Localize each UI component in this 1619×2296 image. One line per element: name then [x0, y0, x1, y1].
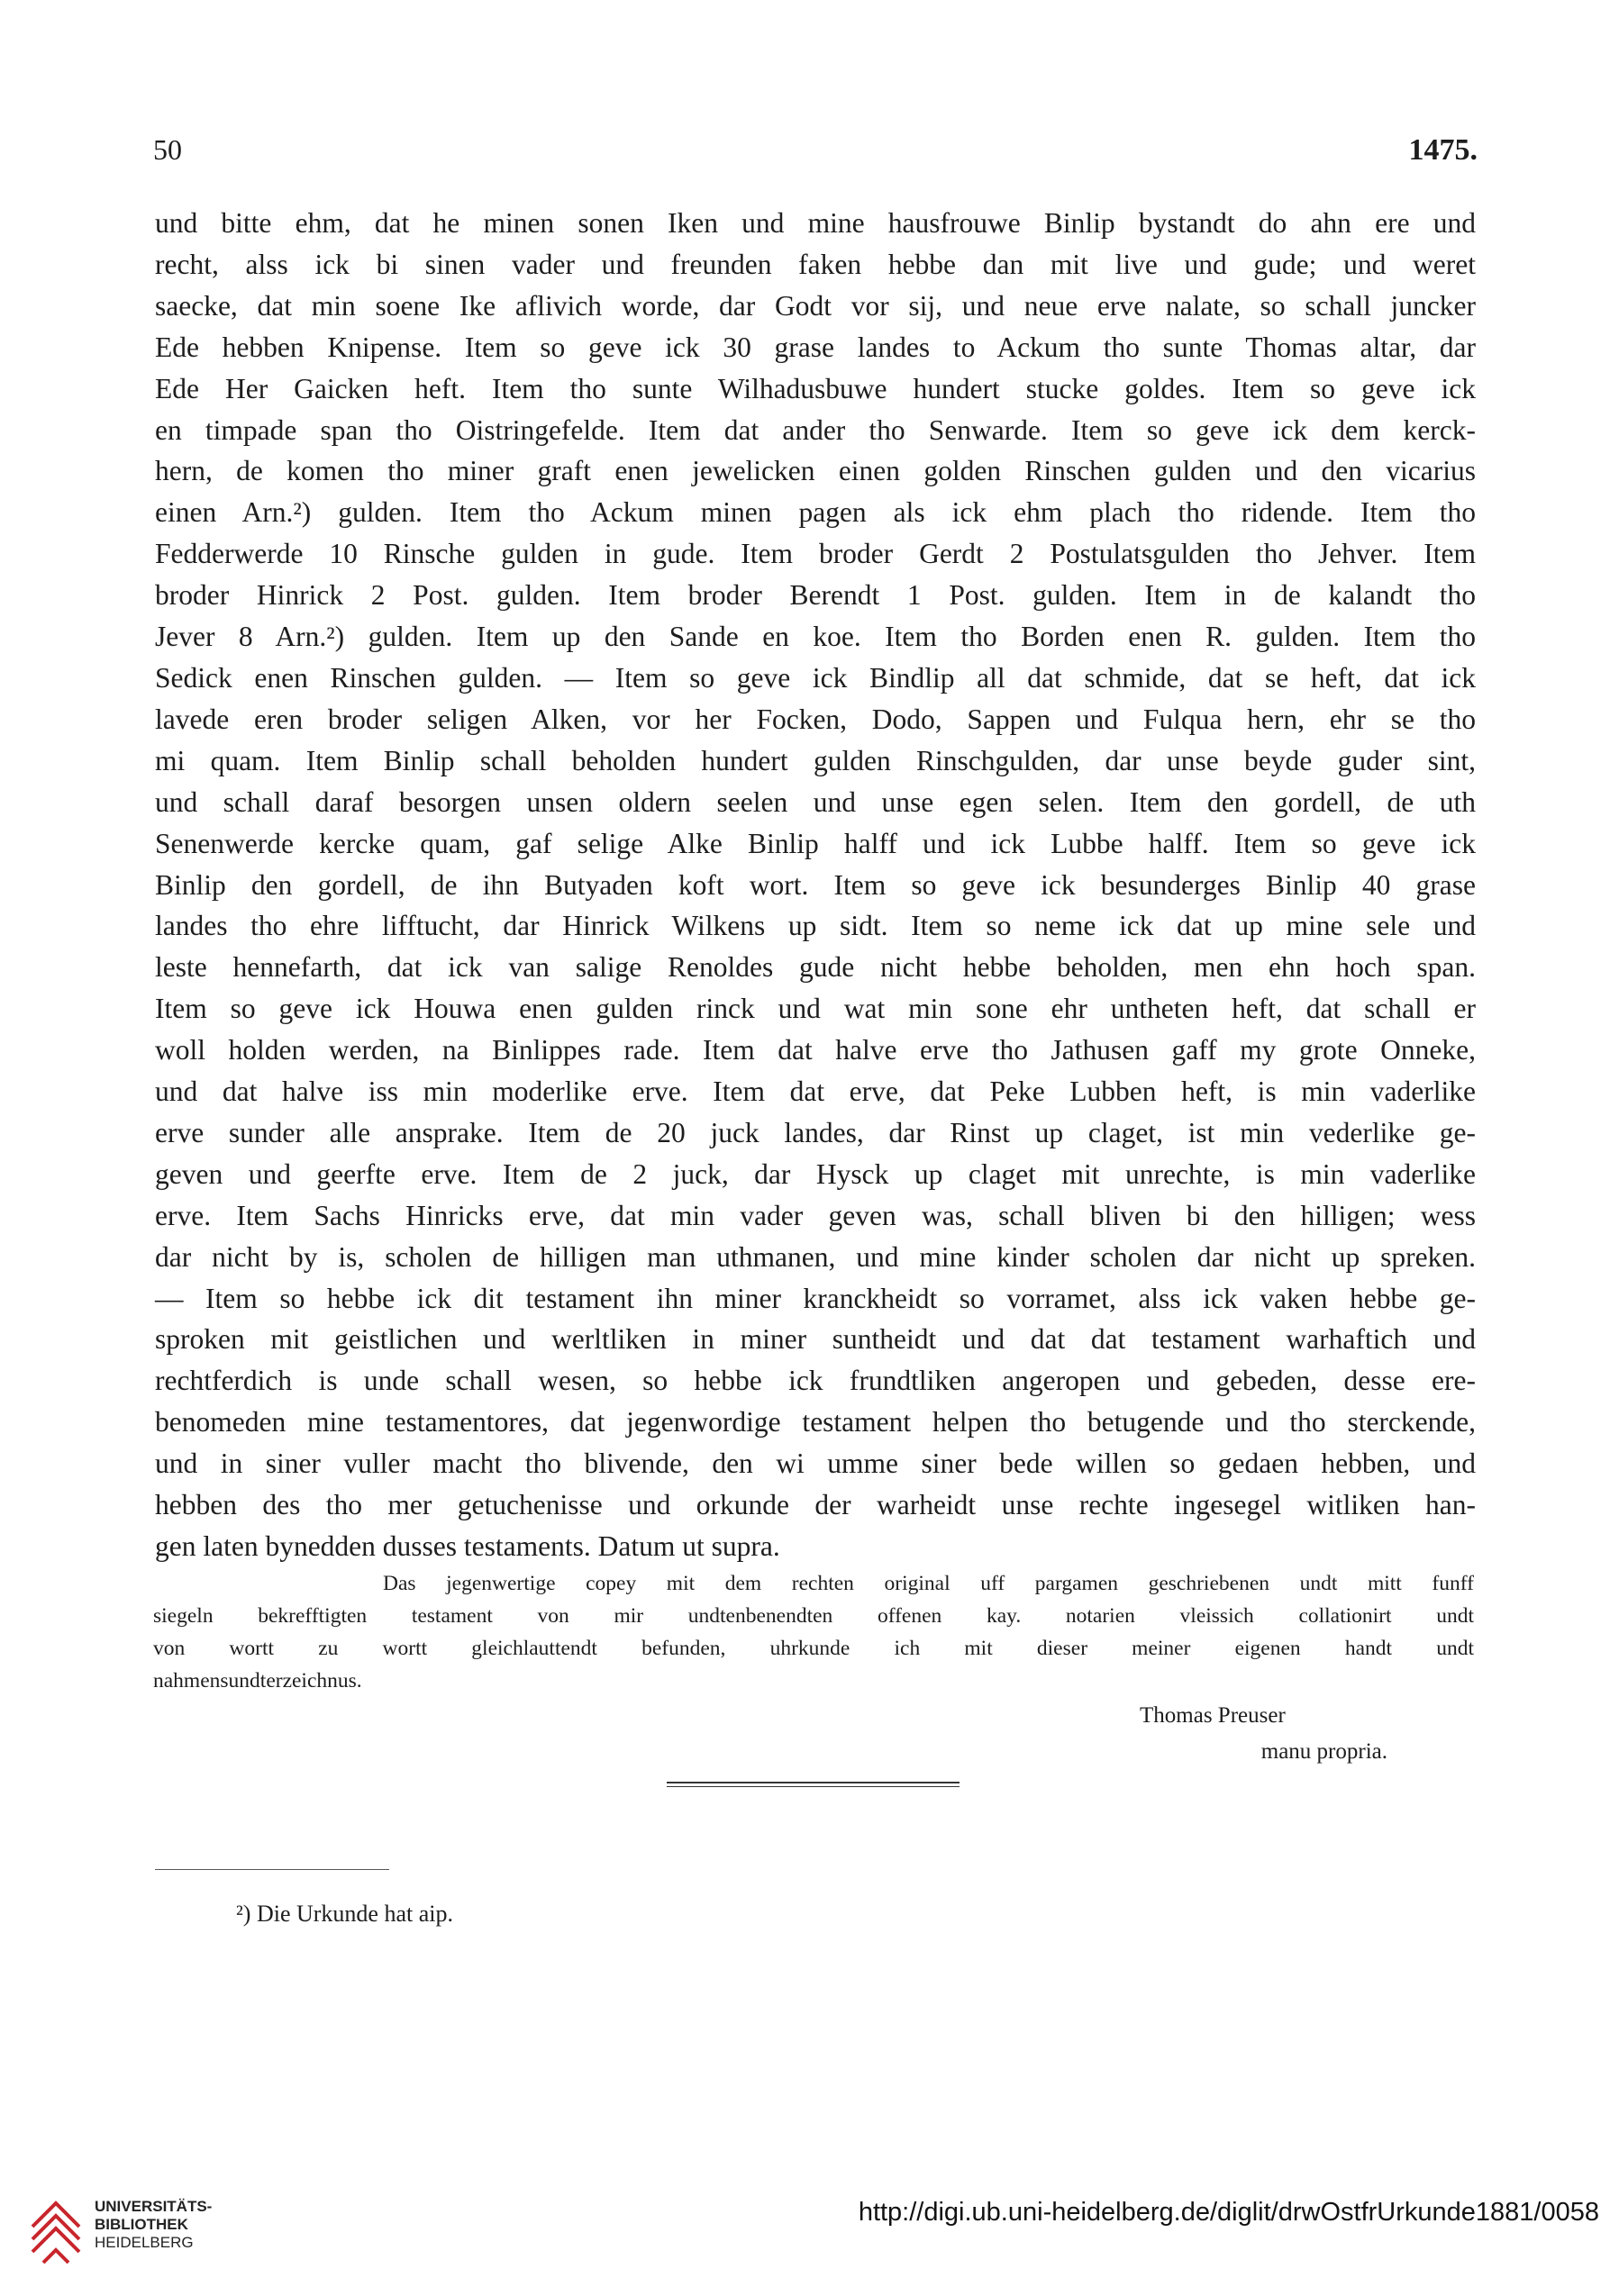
page-number: 50 — [153, 133, 182, 166]
body-line: Ede hebben Knipense. Item so geve ick 30 grase landes to Ackum tho sunte Thomas altar, dar — [155, 331, 1476, 363]
body-line: dar nicht by is, scholen de hilligen man uthmanen, und mine kinder scholen dar nicht up spreken. — [155, 1240, 1476, 1273]
copy-note-line: Das jegenwertige copey mit dem rechten original uff pargamen geschriebenen undt mitt funff — [383, 1572, 1474, 1595]
library-name-line3: HEIDELBERG — [95, 2234, 194, 2251]
copy-note-line: siegeln bekrefftigten testament von mir undtenbenendten offenen kay. notarien vleissich collationirt undt — [153, 1604, 1474, 1628]
page-header — [153, 133, 1478, 178]
body-line: sproken mit geistlichen und werltliken in miner suntheidt und dat dat testament warhaftich und — [155, 1323, 1476, 1356]
body-line: geven und geerfte erve. Item de 2 juck, dar Hysck up claget mit unrechte, is min vaderlike — [155, 1157, 1476, 1190]
body-line: mi quam. Item Binlip schall beholden hundert gulden Rinschgulden, dar unse beyde guder sint, — [155, 744, 1476, 776]
library-name-line2: BIBLIOTHEK — [95, 2216, 188, 2233]
body-line: benomeden mine testamentores, dat jegenwordige testament helpen tho betugende und tho sterckende, — [155, 1406, 1476, 1438]
copy-note-line: von wortt zu wortt gleichlauttendt befunden, uhrkunde ich mit dieser meiner eigenen handt undt — [153, 1637, 1474, 1660]
body-line: hebben des tho mer getuchenisse und orkunde der warheidt unse rechte ingesegel witliken han- — [155, 1489, 1476, 1521]
library-name-line1: UNIVERSITÄTS- — [95, 2198, 213, 2215]
library-logo-icon — [25, 2189, 88, 2270]
body-line: Sedick enen Rinschen gulden. — Item so geve ick Bindlip all dat schmide, dat se heft, dat ick — [155, 661, 1476, 694]
copy-note — [153, 1567, 1474, 1697]
body-line: leste hennefarth, dat ick van salige Renoldes gude nicht hebbe beholden, men ehn hoch span. — [155, 951, 1476, 984]
footer-bar — [0, 2180, 1619, 2296]
body-line: erve. Item Sachs Hinricks erve, dat min vader geven was, schall bliven bi den hilligen; wess — [155, 1199, 1476, 1231]
body-line: hern, de komen tho miner graft enen jewelicken einen golden Rinschen gulden und den vicarius — [155, 455, 1476, 487]
body-line: saecke, dat min soene Ike aflivich worde, dar Godt vor sij, und neue erve nalate, so schall juncker — [155, 289, 1476, 322]
body-text — [155, 203, 1476, 1567]
signature-note: manu propria. — [1260, 1739, 1387, 1764]
body-line: Jever 8 Arn.²) gulden. Item up den Sande en koe. Item tho Borden enen R. gulden. Item tho — [155, 621, 1476, 653]
body-line: woll holden werden, na Binlippes rade. Item dat halve erve tho Jathusen gaff my grote Onneke, — [155, 1034, 1476, 1066]
body-line: rechtferdich is unde schall wesen, so hebbe ick frundtliken angeropen und gebeden, desse ere- — [155, 1365, 1476, 1397]
page-year: 1475. — [1408, 133, 1478, 167]
body-line: landes tho ehre lifftucht, dar Hinrick Wilkens up sidt. Item so neme ick dat up mine sele und — [155, 910, 1476, 942]
body-line: erve sunder alle ansprake. Item de 20 juck landes, dar Rinst up claget, ist min vederlike ge- — [155, 1116, 1476, 1148]
body-line: und in siner vuller macht tho blivende, den wi umme siner bede willen so gedaen hebben, und — [155, 1447, 1476, 1480]
signature-name: Thomas Preuser — [1140, 1703, 1286, 1728]
body-line: und schall daraf besorgen unsen oldern seelen und unse egen selen. Item den gordell, de uth — [155, 785, 1476, 818]
body-line: Binlip den gordell, de ihn Butyaden koft wort. Item so geve ick besunderges Binlip 40 grase — [155, 868, 1476, 901]
body-line: Ede Her Gaicken heft. Item tho sunte Wilhadusbuwe hundert stucke goldes. Item so geve ick — [155, 372, 1476, 404]
signature-block — [1081, 1698, 1387, 1770]
library-name — [95, 2198, 212, 2252]
footnote-rule — [155, 1869, 389, 1870]
body-line: und dat halve iss min moderlike erve. Item dat erve, dat Peke Lubben heft, is min vaderlike — [155, 1075, 1476, 1108]
body-line: gen laten bynedden dusses testaments. Datum ut supra. — [155, 1530, 780, 1562]
body-line: lavede eren broder seligen Alken, vor her Focken, Dodo, Sappen und Fulqua hern, ehr se tho — [155, 703, 1476, 735]
copy-note-line: nahmensundterzeichnus. — [153, 1669, 362, 1693]
body-line: broder Hinrick 2 Post. gulden. Item broder Berendt 1 Post. gulden. Item in de kalandt tho — [155, 579, 1476, 612]
section-rule — [667, 1782, 960, 1787]
body-line: — Item so hebbe ick dit testament ihn miner kranckheidt so vorramet, alss ick vaken hebbe ge- — [155, 1282, 1476, 1314]
footnote: ²) Die Urkunde hat aip. — [236, 1901, 453, 1927]
body-line: Item so geve ick Houwa enen gulden rinck und wat min sone ehr untheten heft, dat schall er — [155, 993, 1476, 1025]
body-line: recht, alss ick bi sinen vader und freunden faken hebbe dan mit live und gude; und weret — [155, 248, 1476, 280]
body-line: en timpade span tho Oistringefelde. Item dat ander tho Senwarde. Item so geve ick dem kerck- — [155, 413, 1476, 446]
body-line: einen Arn.²) gulden. Item tho Ackum minen pagen als ick ehm plach tho ridende. Item tho — [155, 496, 1476, 529]
source-url-link[interactable]: http://digi.ub.uni-heidelberg.de/diglit/drwOstfrUrkunde1881/0058 — [858, 2198, 1599, 2227]
body-line: Senenwerde kercke quam, gaf selige Alke Binlip halff und ick Lubbe halff. Item so geve ick — [155, 827, 1476, 859]
body-line: Fedderwerde 10 Rinsche gulden in gude. Item broder Gerdt 2 Postulatsgulden tho Jehver. Item — [155, 538, 1476, 570]
body-line: und bitte ehm, dat he minen sonen Iken und mine hausfrouwe Binlip bystandt do ahn ere und — [155, 207, 1476, 239]
